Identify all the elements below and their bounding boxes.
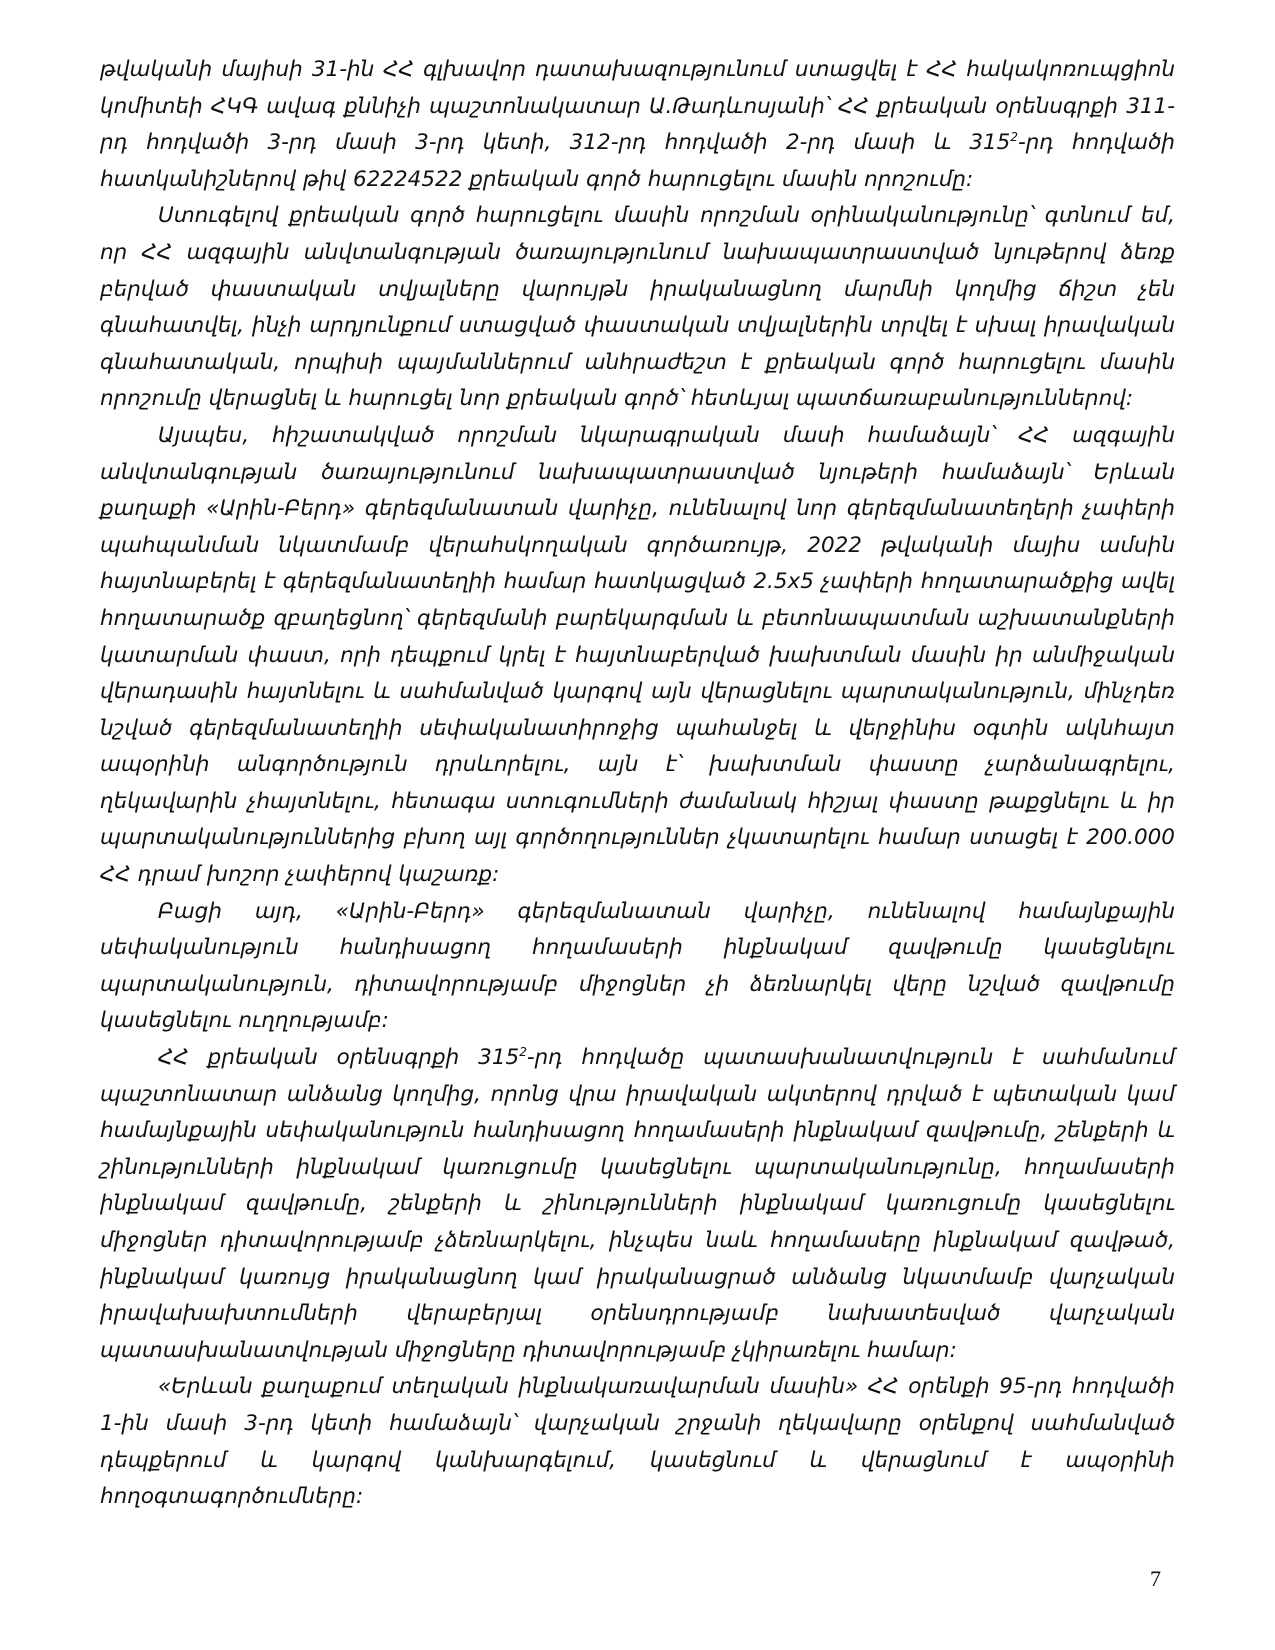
paragraph-2: Ստուգելով քրեական գործ հարուցելու մասին որոշման օրինականությունը՝ գտնում եմ, որ ՀՀ ազգային անվտանգության ծառայությունում նախապատրաստված նյութերով ձեռք բերված փաստական տվյալները վարույթն իրականացնող մարմնի կողմից ճիշտ չեն գնահատվել, ինչի արդյունքում ստացված փաստական տվյալներին տրվել է սխալ իրավական գնահատական, որպիսի պայմաններում անհրաժեշտ է քրեական գործ հարուցելու մասին որոշումը վերացնել և հարուցել նոր քրեական գործ՝ հետևյալ պատճառաբանություններով: — [100, 203, 1175, 412]
paragraph-5 — [100, 1040, 1175, 1369]
paragraph-6: «Երևան քաղաքում տեղական ինքնակառավարման մասին» ՀՀ օրենքի 95-րդ հոդվածի 1-ին մասի 3-րդ կետի համաձայն՝ վարչական շրջանի ղեկավարը օրենքով սահմանված դեպքերում և կարգով կանխարգելում, կասեցնում և վերացնում է ապօրինի հողօգտագործումները: — [100, 1374, 1175, 1510]
document-page — [100, 52, 1175, 1516]
superscript-2: 2 — [1010, 130, 1018, 145]
paragraph-5-part-2: -րդ հոդվածը պատասխանատվություն է սահմանում պաշտոնատար անձանց կողմից, որոնց վրա իրավական ակտերով դրված է պետական կամ համայնքային սեփականություն հանդիսացող հողամասերի ինքնակամ զավթումը, շենքերի և շինությունների ինքնակամ կառուցումը կասեցնելու պարտականությունը, հողամասերի ինքնակամ զավթումը, շենքերի և շինությունների ինքնակամ կառուցումը կասեցնելու միջոցներ դիտավորությամբ չձեռնարկելու, ինչպես նաև հողամասերը ինքնակամ զավթած, ինքնակամ կառույց իրականացնող կամ իրականացրած անձանց նկատմամբ վարչական իրավախախտումների վերաբերյալ օրենսդրությամբ նախատեսված վարչական պատասխանատվության միջոցները դիտավորությամբ չկիրառելու համար: — [100, 1045, 1176, 1363]
page-number: 7 — [1150, 1566, 1161, 1591]
paragraph-5-part-1: ՀՀ քրեական օրենսգրքի 315 — [158, 1045, 520, 1071]
paragraph-1-part-2: -րդ հոդվածի հատկանիշներով թիվ 62224522 քրեական գործ հարուցելու մասին որոշումը: — [100, 130, 1175, 192]
paragraph-4: Բացի այդ, «Արին-Բերդ» գերեզմանատան վարիչը, ունենալով համայնքային սեփականություն հանդիսացող հողամասերի ինքնակամ զավթումը կասեցնելու պարտականություն, դիտավորությամբ միջոցներ չի ձեռնարկել վերը նշված զավթումը կասեցնելու ուղղությամբ: — [100, 898, 1175, 1034]
paragraph-3: Այսպես, հիշատակված որոշման նկարագրական մասի համաձայն՝ ՀՀ ազգային անվտանգության ծառայությունում նախապատրաստված նյութերի համաձայն՝ Երևան քաղաքի «Արին-Բերդ» գերեզմանատան վարիչը, ունենալով նոր գերեզմանատեղերի չափերի պահպանման նկատմամբ վերահսկողական գործառույթ, 2022 թվականի մայիս ամսին հայտնաբերել է գերեզմանատեղիի համար հատկացված 2.5x5 չափերի հողատարածքից ավել հողատարածք զբաղեցնող՝ գերեզմանի բարեկարգման և բետոնապատման աշխատանքների կատարման փաստ, որի դեպքում կրել է հայտնաբերված խախտման մասին իր անմիջական վերադասին հայտնելու և սահմանված կարգով այն վերացնելու պարտականություն, մինչդեռ նշված գերեզմանատեղիի սեփականատիրոջից պահանջել և վերջինիս օգտին ակնհայտ ապօրինի անգործություն դրսևորելու, այն է՝ խախտման փաստը չարձանագրելու, ղեկավարին չհայտնելու, հետագա ստուգումների ժամանակ հիշյալ փաստը թաքցնելու և իր պարտականություններից բխող այլ գործողություններ չկատարելու համար ստացել է 200.000 ՀՀ դրամ խոշոր չափերով կաշառք: — [100, 422, 1175, 888]
paragraph-1-part-1: թվականի մայիսի 31-ին ՀՀ գլխավոր դատախազությունում ստացվել է ՀՀ հակակոռուպցիոն կոմիտեի ՀԿԳ ավագ քննիչի պաշտոնակատար Ա.Թադևոսյանի՝ ՀՀ քրեական օրենսգրքի 311-րդ հոդվածի 3-րդ մասի 3-րդ կետի, 312-րդ հոդվածի 2-րդ մասի և 315 — [100, 57, 1175, 156]
superscript-2: 2 — [519, 1045, 527, 1060]
paragraph-1 — [100, 52, 1175, 198]
